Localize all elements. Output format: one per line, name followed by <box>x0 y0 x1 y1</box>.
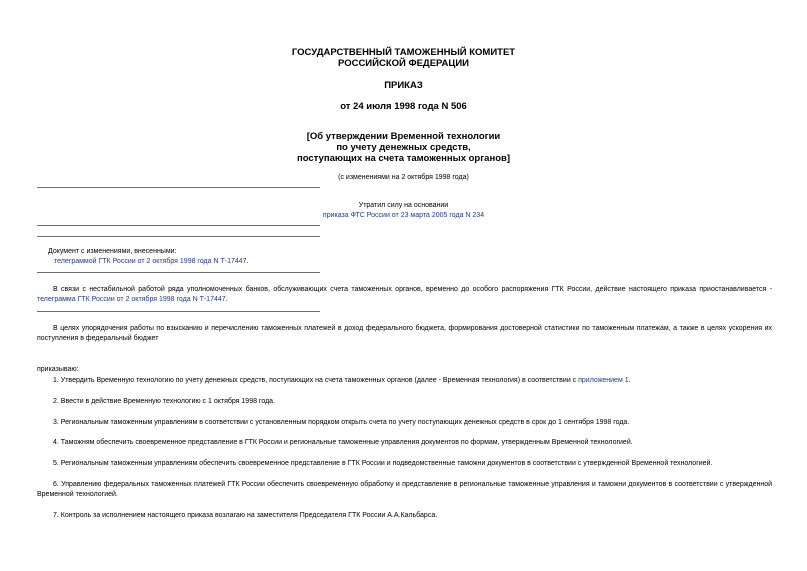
revision-line <box>54 257 249 266</box>
item-end: . <box>628 377 631 384</box>
org-name-line1: ГОСУДАРСТВЕННЫЙ ТАМОЖЕННЫЙ КОМИТЕТ <box>291 47 516 58</box>
telegram-link[interactable]: телеграммой ГТК России от 2 октября 1998 года N Т-17447 <box>54 258 247 265</box>
order-item-3: 3. Региональным таможенным управлениям в соответствии с установленным порядком открыть счета по учету поступающих денежных средств в срок до 1 сентября 1998 года. <box>53 419 630 426</box>
divider <box>37 225 320 226</box>
suspension-end: . <box>225 296 228 303</box>
item-text: 1. Утвердить Временную технологию по учету денежных средств, поступающих на счета таможенных органов (далее - Временная технология) в соответствии с <box>53 377 579 384</box>
divider <box>37 311 320 312</box>
doc-type: ПРИКАЗ <box>384 80 423 91</box>
divider <box>37 272 320 273</box>
order-item-1 <box>37 376 772 386</box>
org-name-line2: РОССИЙСКОЙ ФЕДЕРАЦИИ <box>337 58 469 69</box>
divider <box>37 187 320 188</box>
appendix-1-link[interactable]: приложением 1 <box>578 377 629 384</box>
order-item-7: 7. Контроль за исполнением настоящего приказа возлагаю на заместителя Председателя ГТК России А.А.Кальбарса. <box>53 512 438 519</box>
amendment-note: (с изменениями на 2 октября 1998 года) <box>338 174 469 181</box>
doc-title-line1: [Об утверждении Временной технологии <box>306 131 501 142</box>
preamble-paragraph: В целях упорядочения работы по взысканию и перечислению таможенных платежей в доход федерального бюджета, формирования достоверной статистики по таможенным платежам, а также в целях ускорения их поступления в федеральный бюджет <box>37 325 772 342</box>
doc-title-line2: по учету денежных средств, <box>336 142 471 153</box>
order-item-4: 4. Таможням обеспечить своевременное представление в ГТК России и региональные таможенные управления документов по формам, утвержденным Временной технологией. <box>53 439 633 446</box>
order-item-6: 6. Управлению федеральных таможенных платежей ГТК России обеспечить своевременную обработку и представление в региональные таможенные управления и таможни документов в соответствии с утвержденной Временной технологией. <box>37 481 772 498</box>
divider <box>37 236 320 237</box>
suspension-text: В связи с нестабильной работой ряда уполномоченных банков, обслуживающих счета таможенных органов, временно до особого распоряжения ГТК России, действие настоящего приказа приостанавливается - <box>53 286 772 293</box>
repeal-order-link[interactable]: приказа ФТС России от 23 марта 2005 года N 234 <box>322 212 485 219</box>
order-item-5: 5. Региональным таможенным управлениям обеспечить своевременное представление в ГТК России и подведомственные таможни документов в соответствии с утвержденной Временной технологией. <box>53 460 713 467</box>
repeal-note: Утратил силу на основании <box>358 202 449 209</box>
doc-title-line3: поступающих на счета таможенных органов] <box>296 153 511 164</box>
suspension-telegram-link[interactable]: телеграмма ГТК России от 2 октября 1998 года N Т-17447 <box>37 296 226 303</box>
suspension-paragraph <box>37 285 772 305</box>
doc-date: от 24 июля 1998 года N 506 <box>340 101 467 112</box>
revision-note: Документ с изменениями, внесенными: <box>48 248 177 255</box>
order-word: приказываю: <box>37 366 79 373</box>
order-item-2: 2. Ввести в действие Временную технологию с 1 октября 1998 года. <box>53 398 275 405</box>
revision-end: . <box>246 258 249 265</box>
